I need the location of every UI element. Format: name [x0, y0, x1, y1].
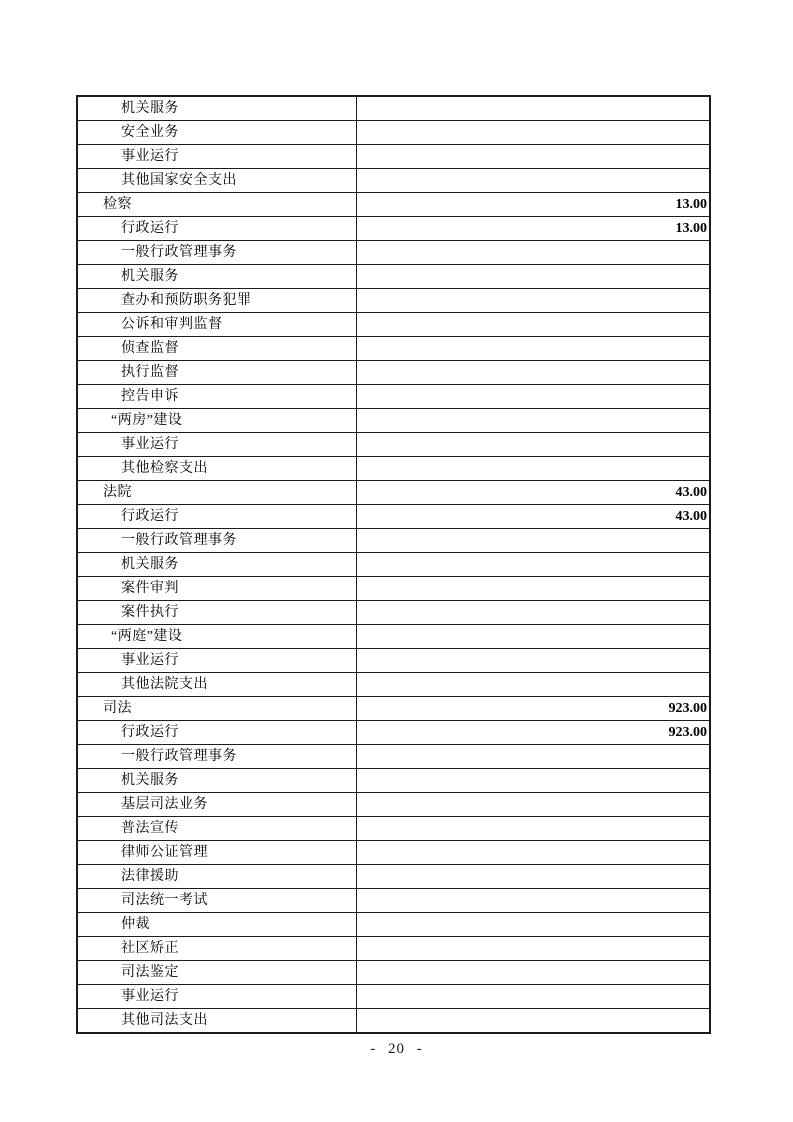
item-label-cell: 机关服务	[77, 769, 356, 793]
item-label-cell: 公诉和审判监督	[77, 313, 356, 337]
item-label-cell: 机关服务	[77, 265, 356, 289]
item-label-cell: “两房”建设	[77, 409, 356, 433]
amount-cell: 43.00	[356, 505, 710, 529]
item-label-cell: 安全业务	[77, 121, 356, 145]
table-row	[77, 625, 710, 649]
amount-cell	[356, 673, 710, 697]
amount-cell	[356, 961, 710, 985]
table-row	[77, 721, 710, 745]
table-row	[77, 385, 710, 409]
table-row	[77, 289, 710, 313]
amount-cell	[356, 241, 710, 265]
amount-cell	[356, 433, 710, 457]
amount-cell	[356, 169, 710, 193]
amount-cell	[356, 145, 710, 169]
item-label-cell: 仲裁	[77, 913, 356, 937]
table-row	[77, 505, 710, 529]
budget-table	[76, 95, 711, 1034]
item-label-cell: 司法统一考试	[77, 889, 356, 913]
budget-table-body	[77, 96, 710, 1033]
table-row	[77, 1009, 710, 1034]
amount-cell	[356, 985, 710, 1009]
amount-cell	[356, 913, 710, 937]
amount-cell	[356, 793, 710, 817]
item-label-cell: 法院	[77, 481, 356, 505]
table-row	[77, 169, 710, 193]
amount-cell	[356, 601, 710, 625]
amount-cell	[356, 625, 710, 649]
amount-cell	[356, 1009, 710, 1034]
item-label-cell: 一般行政管理事务	[77, 529, 356, 553]
amount-cell: 13.00	[356, 193, 710, 217]
item-label-cell: 社区矫正	[77, 937, 356, 961]
amount-cell: 923.00	[356, 697, 710, 721]
amount-cell: 43.00	[356, 481, 710, 505]
item-label-cell: 司法鉴定	[77, 961, 356, 985]
table-row	[77, 241, 710, 265]
item-label-cell: 侦查监督	[77, 337, 356, 361]
item-label-cell: 行政运行	[77, 721, 356, 745]
amount-cell	[356, 337, 710, 361]
table-row	[77, 937, 710, 961]
item-label-cell: 司法	[77, 697, 356, 721]
table-row	[77, 745, 710, 769]
item-label-cell: 其他检察支出	[77, 457, 356, 481]
item-label-cell: 行政运行	[77, 505, 356, 529]
amount-cell	[356, 121, 710, 145]
item-label-cell: 其他法院支出	[77, 673, 356, 697]
item-label-cell: 查办和预防职务犯罪	[77, 289, 356, 313]
table-row	[77, 889, 710, 913]
table-row	[77, 601, 710, 625]
amount-cell: 923.00	[356, 721, 710, 745]
amount-cell	[356, 649, 710, 673]
item-label-cell: 执行监督	[77, 361, 356, 385]
item-label-cell: 一般行政管理事务	[77, 241, 356, 265]
table-row	[77, 697, 710, 721]
amount-cell	[356, 529, 710, 553]
table-row	[77, 865, 710, 889]
table-row	[77, 817, 710, 841]
item-label-cell: 一般行政管理事务	[77, 745, 356, 769]
amount-cell	[356, 265, 710, 289]
item-label-cell: 事业运行	[77, 649, 356, 673]
item-label-cell: 事业运行	[77, 433, 356, 457]
item-label-cell: 律师公证管理	[77, 841, 356, 865]
amount-cell	[356, 769, 710, 793]
table-row	[77, 361, 710, 385]
table-row	[77, 793, 710, 817]
amount-cell	[356, 361, 710, 385]
table-row	[77, 553, 710, 577]
table-row	[77, 457, 710, 481]
amount-cell	[356, 841, 710, 865]
table-row	[77, 217, 710, 241]
amount-cell	[356, 96, 710, 121]
item-label-cell: 机关服务	[77, 553, 356, 577]
item-label-cell: 机关服务	[77, 96, 356, 121]
item-label-cell: 行政运行	[77, 217, 356, 241]
item-label-cell: 案件审判	[77, 577, 356, 601]
table-row	[77, 649, 710, 673]
table-row	[77, 433, 710, 457]
amount-cell	[356, 313, 710, 337]
table-row	[77, 961, 710, 985]
table-row	[77, 337, 710, 361]
item-label-cell: 普法宣传	[77, 817, 356, 841]
amount-cell	[356, 409, 710, 433]
amount-cell	[356, 577, 710, 601]
table-row	[77, 313, 710, 337]
table-row	[77, 841, 710, 865]
table-row	[77, 265, 710, 289]
amount-cell	[356, 289, 710, 313]
amount-cell	[356, 865, 710, 889]
amount-cell	[356, 553, 710, 577]
item-label-cell: “两庭”建设	[77, 625, 356, 649]
table-row	[77, 481, 710, 505]
item-label-cell: 其他司法支出	[77, 1009, 356, 1034]
table-row	[77, 577, 710, 601]
table-row	[77, 913, 710, 937]
item-label-cell: 控告申诉	[77, 385, 356, 409]
item-label-cell: 其他国家安全支出	[77, 169, 356, 193]
table-row	[77, 193, 710, 217]
table-row	[77, 769, 710, 793]
amount-cell	[356, 385, 710, 409]
table-row	[77, 96, 710, 121]
amount-cell	[356, 817, 710, 841]
table-row	[77, 145, 710, 169]
table-row	[77, 985, 710, 1009]
table-row	[77, 529, 710, 553]
item-label-cell: 检察	[77, 193, 356, 217]
page-number: - 20 -	[370, 1041, 423, 1057]
item-label-cell: 法律援助	[77, 865, 356, 889]
amount-cell	[356, 457, 710, 481]
table-row	[77, 673, 710, 697]
amount-cell	[356, 937, 710, 961]
item-label-cell: 事业运行	[77, 985, 356, 1009]
amount-cell	[356, 889, 710, 913]
amount-cell	[356, 745, 710, 769]
item-label-cell: 基层司法业务	[77, 793, 356, 817]
item-label-cell: 案件执行	[77, 601, 356, 625]
item-label-cell: 事业运行	[77, 145, 356, 169]
amount-cell: 13.00	[356, 217, 710, 241]
table-row	[77, 121, 710, 145]
table-row	[77, 409, 710, 433]
